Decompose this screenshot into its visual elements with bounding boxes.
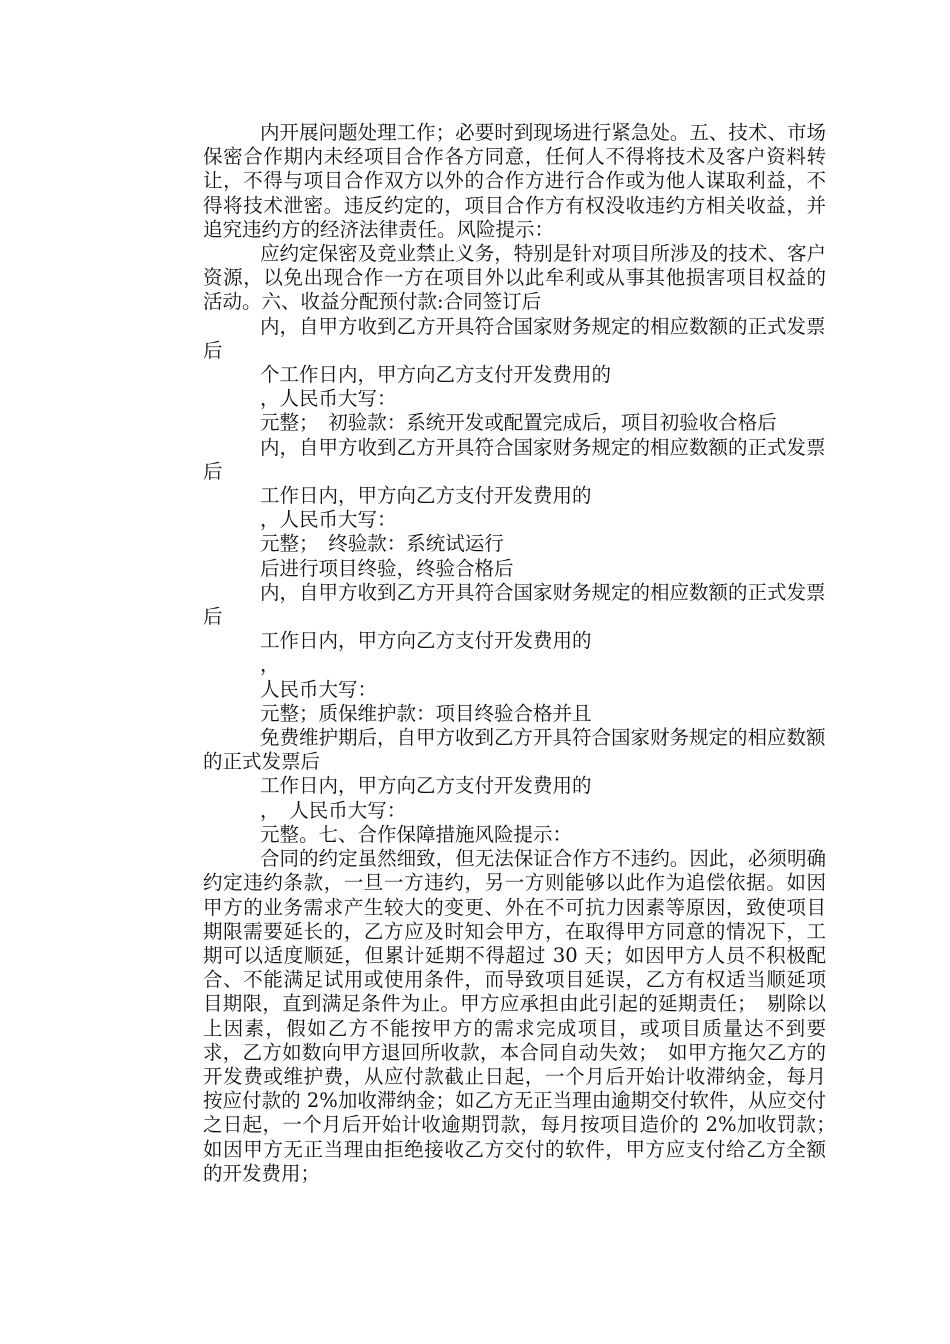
paragraph-text: 内，自甲方收到乙方开具符合国家财务规定的相应数额的正式发票后 — [203, 435, 826, 483]
paragraph-line — [146, 678, 826, 702]
paragraph-text: ，人民币大写： — [260, 508, 397, 532]
paragraph-line — [146, 436, 826, 484]
paragraph-line — [146, 508, 826, 532]
paragraph-text: 后进行项目终验，终验合格后 — [260, 556, 514, 580]
paragraph-line — [146, 411, 826, 435]
paragraph-text: 内，自甲方收到乙方开具符合国家财务规定的相应数额的正式发票后 — [203, 314, 826, 362]
paragraph-line — [146, 823, 826, 847]
paragraph-text: 合同的约定虽然细致，但无法保证合作方不违约。因此，必须明确约定违约条款，一旦一方违约，另一方则能够以此作为追偿依据。如因甲方的业务需求产生较大的变更、外在不可抗力因素等原因，致使项目期限需要延长的，乙方应及时知会甲方，在取得甲方同意的情况下，工期可以适度顺延，但累计延期不得超过 30 天；如因甲方人员不积极配合、不能满足试用或使用条件，而导致项目延误，乙方有权适当顺延项目期限，直到满足条件为止。甲方应承担由此引起的延期责任； 剔除以上因素，假如乙方不能按甲方的需求完成项目，或项目质量达不到要求，乙方如数向甲方退回所收款，本合同自动失效； 如甲方拖欠乙方的开发费或维护费，从应付款截止日起，一个月后开始计收滞纳金，每月按应付款的 2%加收滞纳金；如乙方无正当理由逾期交付软件，从应交付之日起，一个月后开始计收逾期罚款，每月按项目造价的 2%加收罚款； 如因甲方无正当理由拒绝接收乙方交付的软件，甲方应支付给乙方全额的开发费用； — [203, 847, 846, 1185]
paragraph-text: 元整； 终验款：系统试运行 — [260, 532, 504, 556]
paragraph-text: 免费维护期后，自甲方收到乙方开具符合国家财务规定的相应数额的正式发票后 — [203, 726, 826, 774]
paragraph-line — [146, 387, 826, 411]
paragraph-risk-note — [146, 242, 826, 315]
paragraph-text: ， — [260, 653, 280, 677]
paragraph-text: 应约定保密及竞业禁止义务，特别是针对项目所涉及的技术、客户资源，以免出现合作一方在项目外以此牟利或从事其他损害项目权益的活动。六、收益分配预付款:合同签订后 — [203, 242, 826, 314]
paragraph-text: 元整。七、合作保障措施风险提示： — [260, 822, 573, 846]
paragraph-text: 人民币大写： — [260, 677, 378, 701]
paragraph-text: 内开展问题处理工作；必要时到现场进行紧急处。五、技术、市场保密合作期内未经项目合作各方同意，任何人不得将技术及客户资料转让，不得与项目合作双方以外的合作方进行合作或为他人谋取利益，不得将技术泄密。违反约定的，项目合作方有权没收违约方相关收益，并追究违约方的经济法律责任。风险提示： — [203, 121, 826, 241]
paragraph-line — [146, 484, 826, 508]
paragraph-text: 个工作日内，甲方向乙方支付开发费用的 — [260, 363, 612, 387]
paragraph-line — [146, 799, 826, 823]
paragraph-text: 元整； 初验款：系统开发或配置完成后，项目初验收合格后 — [260, 411, 777, 435]
paragraph-text: 工作日内，甲方向乙方支付开发费用的 — [260, 774, 592, 798]
paragraph-line — [146, 653, 826, 677]
paragraph-breach-terms — [146, 847, 846, 1186]
paragraph-line — [146, 315, 826, 363]
paragraph-line — [146, 702, 826, 726]
paragraph-line — [146, 557, 826, 581]
paragraph-text: 工作日内，甲方向乙方支付开发费用的 — [260, 629, 592, 653]
paragraph-text: ，人民币大写： — [260, 387, 397, 411]
paragraph-text: 元整；质保维护款：项目终验合格并且 — [260, 701, 592, 725]
document-body — [146, 121, 846, 1186]
paragraph-text: 内，自甲方收到乙方开具符合国家财务规定的相应数额的正式发票后 — [203, 580, 826, 629]
paragraph-line — [146, 363, 826, 387]
paragraph-text: 工作日内，甲方向乙方支付开发费用的 — [260, 484, 592, 508]
paragraph-line — [146, 726, 826, 774]
paragraph-text: ， 人民币大写： — [260, 798, 407, 822]
paragraph-line — [146, 581, 826, 629]
paragraph-line — [146, 532, 826, 556]
paragraph-line — [146, 629, 826, 653]
paragraph-line — [146, 774, 826, 798]
paragraph-confidentiality — [146, 121, 826, 242]
